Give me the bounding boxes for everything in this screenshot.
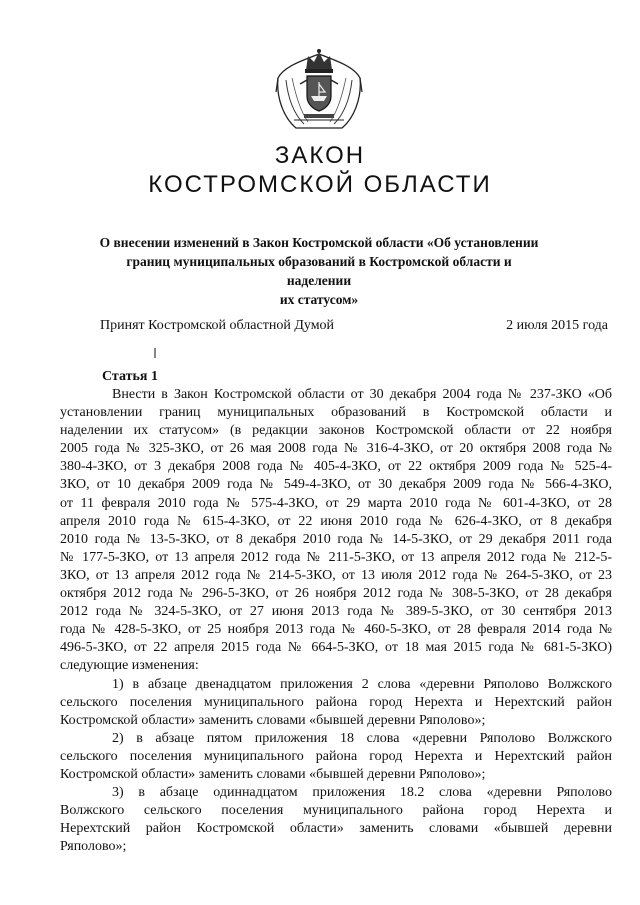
body-line: 1) в абзаце двенадцатом приложения 2 слова «деревни Ряполово Волжского [112,676,612,692]
body-line: наделении их статусом» (в редакции законов Костромской области от 22 ноября [60,423,612,439]
law-title: ЗАКОН [274,142,366,169]
body-line: октября 2012 года № 296-5-ЗКО, от 26 ноября 2012 года № 308-5-ЗКО, от 28 декабря [60,586,612,602]
adoption-date: 2 июля 2015 года [506,318,608,333]
subject-line: их статусом» [279,292,359,307]
body-line: сельского поселения муниципального района город Нерехта и Нерехтский район [60,748,612,764]
scan-mark [154,348,156,358]
body-line: установлении границ муниципальных образований в Костромской области и [60,405,612,421]
body-line: 3) в абзаце одиннадцатом приложения 18.2 слова «деревни Ряполово [112,785,612,801]
body-line: Ряполово»; [60,839,127,855]
subject-line: границ муниципальных образований в Костромской области и наделении [126,254,512,288]
body-line: от 11 февраля 2010 года № 575-4-ЗКО, от 29 марта 2010 года № 601-4-ЗКО, от 28 [60,495,612,511]
body-line: ЗКО, от 13 апреля 2012 года № 214-5-ЗКО, от 13 июля 2012 года № 264-5-ЗКО, от 23 [60,567,612,583]
body-line: 2012 года № 324-5-ЗКО, от 27 июня 2013 года № 389-5-ЗКО, от 30 сентября 2013 [60,604,612,620]
adopted-by-text: Принят Костромской областной Думой [100,318,335,333]
coat-of-arms-emblem [274,48,364,133]
body-line: Волжского сельского поселения муниципального района город Нерехта и [60,803,612,819]
law-region-title: КОСТРОМСКОЙ ОБЛАСТИ [148,171,492,198]
body-line: Костромской области» заменить словами «бывшей деревни Ряполово»; [60,712,486,728]
body-line: ЗКО, от 10 декабря 2009 года № 549-4-ЗКО, от 30 декабря 2009 года № 566-4-ЗКО, [60,477,612,493]
body-line: № 177-5-ЗКО, от 13 апреля 2012 года № 211-5-ЗКО, от 13 апреля 2012 года № 212-5- [60,549,612,565]
body-line: Костромской области» заменить словами «бывшей деревни Ряполово»; [60,766,486,782]
body-line: 496-5-ЗКО, от 22 апреля 2015 года № 664-5-ЗКО, от 18 мая 2015 года № 681-5-ЗКО) [60,640,612,656]
body-line: следующие изменения: [60,658,199,674]
article-body [60,386,612,856]
body-line: сельского поселения муниципального района город Нерехта и Нерехтский район [60,694,612,710]
body-line: 380-4-ЗКО, от 3 декабря 2008 года № 405-4-ЗКО, от 22 октября 2009 года № 525-4- [60,459,612,475]
article-heading: Статья 1 [102,369,158,384]
body-line: 2010 года № 13-5-ЗКО, от 8 декабря 2010 года № 14-5-ЗКО, от 29 декабря 2011 года [60,531,612,547]
subject-line: О внесении изменений в Закон Костромской области «Об установлении [99,235,539,250]
body-line: 2) в абзаце пятом приложения 18 слова «деревни Ряполово Волжского [112,730,612,746]
law-subject-title [96,233,542,309]
body-line: Нерехтский район Костромской области» заменить словами «бывшей деревни [60,821,612,837]
body-line: 2005 года № 325-ЗКО, от 26 мая 2008 года № 316-4-ЗКО, от 20 октября 2008 года № [60,441,612,457]
body-line: апреля 2010 года № 615-4-ЗКО, от 22 июня 2010 года № 626-4-ЗКО, от 8 декабря [60,513,612,529]
body-line: года № 428-5-ЗКО, от 25 ноября 2013 года № 460-5-ЗКО, от 28 февраля 2014 года № [60,622,612,638]
body-line: Внести в Закон Костромской области от 30 декабря 2004 года № 237-ЗКО «Об [112,387,612,402]
